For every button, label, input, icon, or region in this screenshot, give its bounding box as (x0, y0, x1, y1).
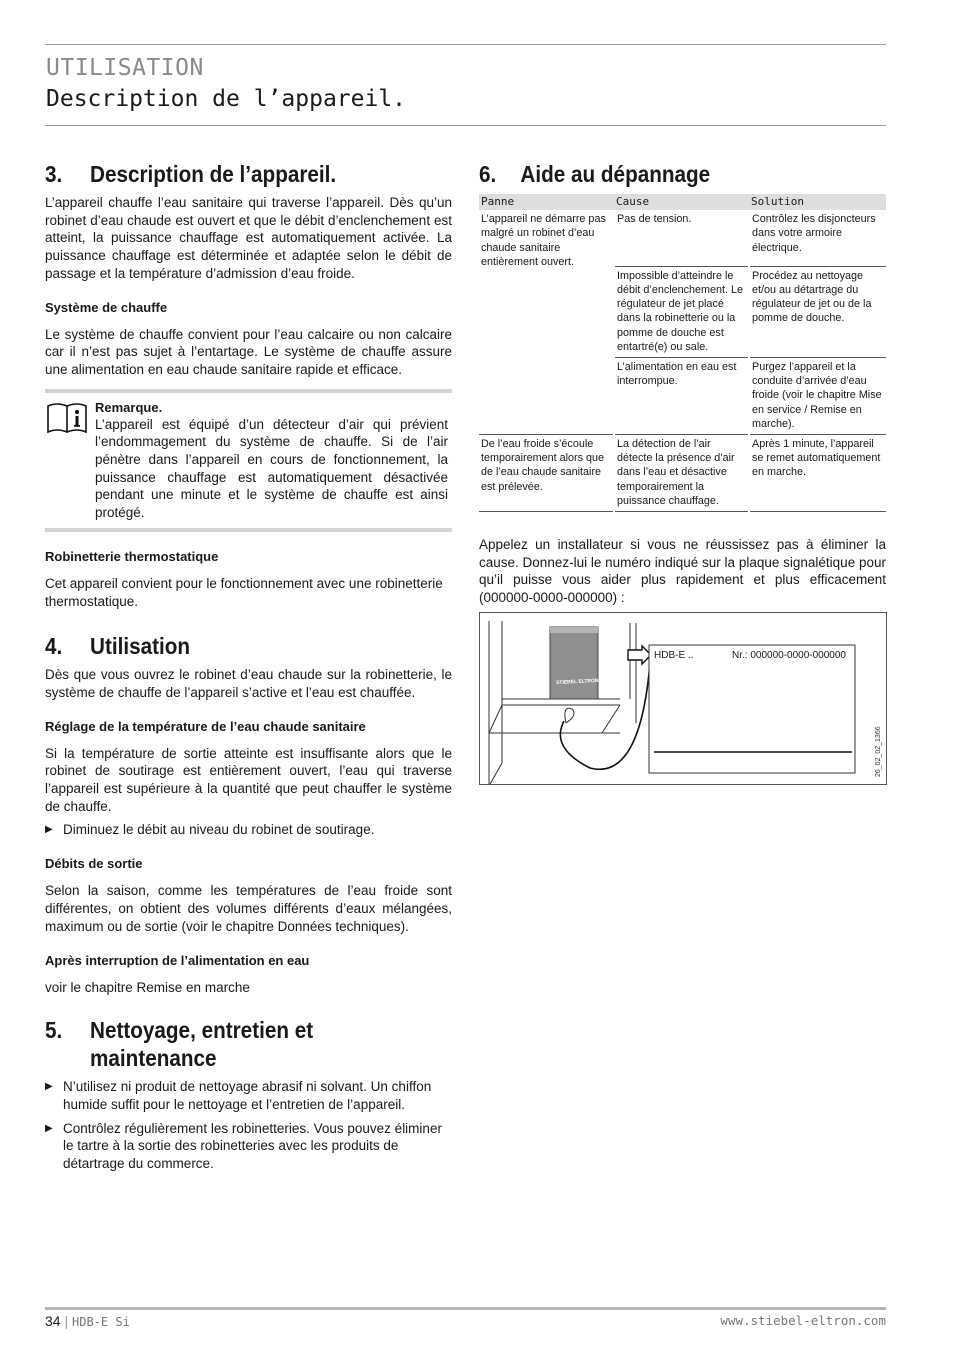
header-rule-top (45, 44, 886, 45)
paragraph-reglage: Si la température de sortie atteinte est insuffisante alors que le robinet de soutirage est entièrement ouvert, l’eau qui traverse l’appareil est supérieure à la quantité que peut chauffer le système de chauffe. (45, 745, 452, 814)
heading-debits: Débits de sortie (45, 856, 143, 872)
cell-cause: Impossible d’atteindre le débit d’enclenchement. Le régulateur de jet placé dans la robinetterie ou la pomme de douche est entartré(e) ou sale. (614, 266, 749, 357)
triangle-bullet-icon: ▶ (45, 824, 53, 836)
rating-plate-figure (479, 612, 887, 785)
footer-separator: | (64, 1313, 69, 1329)
footer-model: HDB-E Si (72, 1315, 130, 1329)
cell-cause: Pas de tension. (614, 210, 749, 266)
header-rule-bottom (45, 125, 886, 126)
heading-reglage: Réglage de la température de l’eau chaude sanitaire (45, 718, 366, 734)
table-row (479, 434, 886, 511)
cell-solution: Purgez l’appareil et la conduite d’arrivée d’eau froide (voir le chapitre Mise en service / Remise en marche). (749, 357, 886, 434)
col-header-cause: Cause (614, 194, 749, 210)
device-illustration (480, 613, 887, 785)
cell-solution: Contrôlez les disjoncteurs dans votre armoire électrique. (749, 210, 886, 266)
col-header-solution: Solution (749, 194, 886, 210)
paragraph-systeme-chauffe: Le système de chauffe convient pour l’eau calcaire ou non calcaire car il n’est pas sujet à l’entartage. Le système de chauffe assure une alimentation en eau chaude sanitaire rapide et efficace. (45, 326, 452, 377)
bullet-nettoyage-1: ▶ N’utilisez ni produit de nettoyage abrasif ni solvant. Un chiffon humide suffit pour le nettoyage et l’entretien de l’appareil. (45, 1079, 432, 1112)
triangle-bullet-icon: ▶ (45, 1081, 53, 1093)
bullet-nettoyage-2: ▶ Contrôlez régulièrement les robinetteries. Vous pouvez éliminer le tartre à la sortie des robinetteries avec les produits de détartrage du commerce. (45, 1120, 442, 1172)
note-text: L’appareil est équipé d’un détecteur d’air qui prévient l’endommagement du système de chauffe. Si de l’air pénètre dans l’appareil en cours de fonctionnement, la puissance chauffage est automatiquement désactivée pendant une minute et le système de chauffe est ainsi protégé. (95, 416, 448, 521)
section-5-heading: 5. Nettoyage, entretien et maintenance (45, 1017, 314, 1072)
device-brand-label: STIEBEL ELTRON (555, 677, 599, 687)
heading-robinetterie: Robinetterie thermostatique (45, 548, 219, 564)
bullet-reglage: ▶ Diminuez le débit au niveau du robinet de soutirage. (45, 822, 375, 838)
note-body (95, 399, 448, 522)
plate-model: HDB-E .. (654, 650, 694, 661)
info-book-icon (45, 399, 95, 522)
heading-apres-interruption: Après interruption de l’alimentation en eau (45, 952, 310, 968)
section-3-intro: L’appareil chauffe l’eau sanitaire qui traverse l’appareil. Dès qu’un robinet d’eau chaude est ouvert et que le débit d’enclenchement est atteint, la puissance chauffage est automatiquement activée. La puissance chauffage est déterminée et adaptée selon le débit de passage et la température d’admission d’eau froide. (45, 195, 452, 281)
right-column (479, 160, 886, 607)
page-number: 34 (45, 1313, 61, 1329)
section-4-intro: Dès que vous ouvrez le robinet d’eau chaude sur la robinetterie, le système de chauffe de l’appareil s’active et l’eau est chauffée. (45, 667, 452, 700)
cell-cause: La détection de l’air détecte la présence d’air dans l’eau et désactive temporairement la puissance chauffage. (614, 434, 749, 511)
contact-paragraph: Appelez un installateur si vous ne réussissez pas à éliminer la cause. Donnez-lui le numéro indiqué sur la plaque signalétique pour qu’il puisse vous aider plus rapidement et plus efficacement (000000-0000-000000) : (479, 536, 886, 606)
left-column (45, 160, 452, 1173)
section-4-heading: 4. Utilisation (45, 633, 191, 660)
header-title: Description de l’appareil. (46, 86, 407, 112)
cell-cause: L’alimentation en eau est interrompue. (614, 357, 749, 434)
paragraph-apres-interruption: voir le chapitre Remise en marche (45, 979, 250, 995)
paragraph-robinetterie: Cet appareil convient pour le fonctionnement avec une robinetterie thermostatique. (45, 575, 443, 609)
footer-url[interactable]: www.stiebel-eltron.com (720, 1313, 886, 1328)
header-section: UTILISATION (46, 55, 204, 81)
table-header-row (479, 194, 886, 210)
section-6-heading: 6. Aide au dépannage (479, 161, 711, 187)
cell-panne: L’appareil ne démarre pas malgré un robinet d’eau chaude sanitaire entièrement ouvert. (481, 213, 606, 268)
heading-systeme-chauffe: Système de chauffe (45, 299, 168, 315)
note-box (45, 389, 452, 532)
footer-page-info (45, 1313, 130, 1329)
troubleshooting-table (479, 194, 886, 512)
cell-panne: De l’eau froide s’écoule temporairement alors que de l’eau chaude sanitaire est prélevée. (479, 434, 614, 511)
cell-solution: Procédez au nettoyage et/ou au détartrage du régulateur de jet ou de la pomme de douche. (749, 266, 886, 357)
section-3-heading: 3. Description de l’appareil. (45, 161, 337, 187)
table-row (479, 210, 886, 266)
cell-solution: Après 1 minute, l’appareil se remet automatiquement en marche. (749, 434, 886, 511)
footer-rule (45, 1307, 886, 1310)
note-title: Remarque. (95, 399, 163, 415)
triangle-bullet-icon: ▶ (45, 1122, 53, 1134)
paragraph-debits: Selon la saison, comme les températures de l’eau froide sont différentes, on obtient des volumes différents d’eaux mélangées, maximum ou de sortie (voir le chapitre Données techniques). (45, 883, 452, 934)
col-header-panne: Panne (479, 194, 614, 210)
plate-serial-number: Nr.: 000000-0000-000000 (732, 650, 846, 661)
figure-code: 26_02_02_1366 (875, 726, 882, 777)
